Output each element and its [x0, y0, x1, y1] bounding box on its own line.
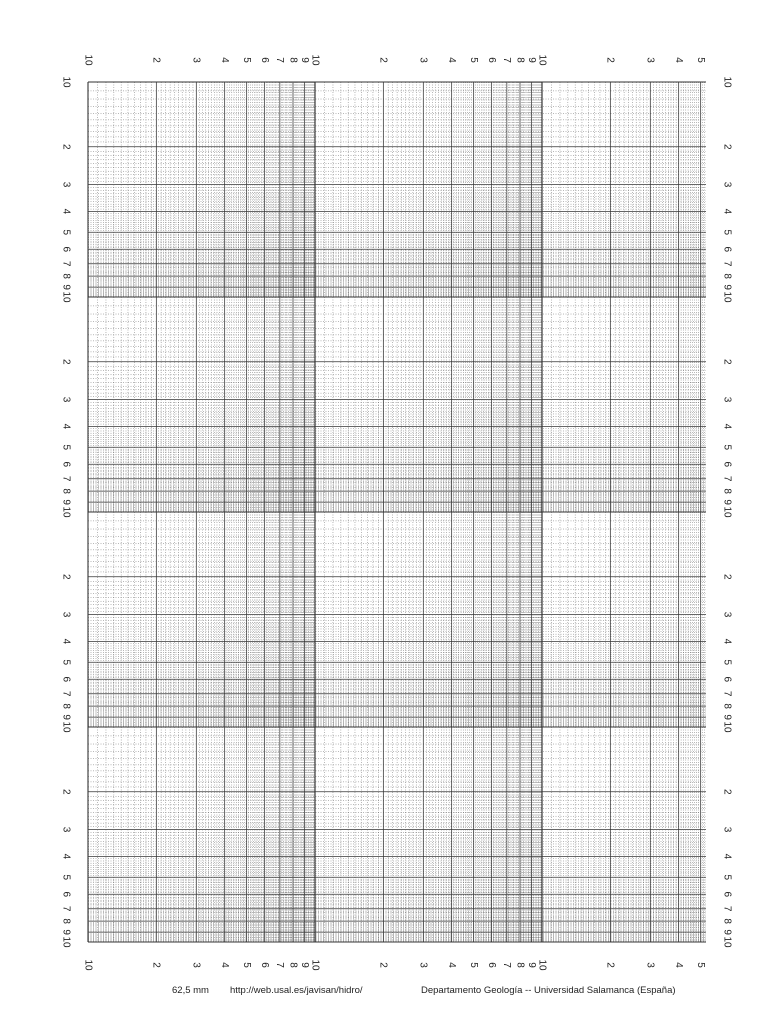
x-axis-bottom-tick-label: 6	[258, 962, 270, 968]
x-axis-top-tick-label: 5	[695, 57, 707, 63]
y-axis-right-tick-label: 7	[721, 260, 733, 267]
y-axis-right-tick-label: 8	[721, 488, 733, 494]
y-axis-right-tick-label: 6	[721, 461, 733, 468]
y-axis-right-tick-label: 7	[721, 905, 733, 912]
y-axis-right-tick-label: 10	[721, 76, 733, 88]
y-axis-right-tick-label: 5	[721, 229, 733, 236]
x-axis-top-tick-label: 10	[309, 54, 321, 66]
y-axis-left-tick-label: 5	[60, 229, 72, 236]
y-axis-left-tick-label: 5	[60, 444, 72, 451]
x-axis-bottom-tick-label: 5	[241, 962, 253, 968]
y-axis-right-tick-label: 10	[721, 291, 733, 303]
x-axis-top-tick-label: 6	[485, 57, 497, 63]
y-axis-right-tick-label: 2	[721, 573, 733, 580]
footer-department-text: Departamento Geología -- Universidad Salamanca (España)	[421, 985, 676, 996]
y-axis-right-tick-label: 4	[721, 208, 733, 215]
x-axis-bottom-tick-label: 10	[536, 959, 548, 971]
footer-url-text: http://web.usal.es/javisan/hidro/	[230, 985, 363, 996]
x-axis-top-tick-label: 2	[604, 57, 616, 63]
y-axis-left-tick-label: 2	[60, 143, 72, 150]
x-axis-top-tick-label: 4	[673, 57, 685, 63]
y-axis-right-tick-label: 8	[721, 273, 733, 279]
y-axis-left-tick-label: 6	[60, 246, 72, 253]
x-axis-bottom-tick-label: 3	[190, 962, 202, 968]
x-axis-top-tick-label: 10	[82, 54, 94, 66]
y-axis-right-tick-label: 3	[721, 181, 733, 188]
x-axis-bottom-tick-label: 8	[287, 962, 299, 968]
y-axis-right-tick-label: 8	[721, 703, 733, 709]
y-axis-left-tick-label: 4	[60, 853, 72, 860]
y-axis-left-tick-label: 10	[60, 291, 72, 303]
x-axis-top-tick-label: 3	[644, 57, 656, 63]
x-axis-top-tick-label: 9	[525, 57, 537, 63]
x-axis-bottom-tick-label: 2	[604, 962, 616, 968]
y-axis-right-tick-label: 6	[721, 246, 733, 253]
y-axis-left-tick-label: 10	[60, 506, 72, 518]
x-axis-bottom-tick-label: 5	[695, 962, 707, 968]
y-axis-right-tick-label: 2	[721, 788, 733, 795]
y-axis-left-tick-label: 4	[60, 638, 72, 645]
y-axis-left-tick-label: 9	[60, 499, 72, 505]
y-axis-right-tick-label: 7	[721, 690, 733, 697]
y-axis-left-tick-label: 5	[60, 659, 72, 666]
y-axis-left-tick-label: 2	[60, 788, 72, 795]
y-axis-left-tick-label: 8	[60, 703, 72, 709]
y-axis-left-tick-label: 9	[60, 714, 72, 720]
x-axis-top-tick-label: 8	[514, 57, 526, 63]
y-axis-left-tick-label: 7	[60, 690, 72, 697]
x-axis-top-tick-label: 7	[274, 57, 286, 63]
x-axis-bottom-tick-label: 2	[150, 962, 162, 968]
y-axis-left-tick-label: 9	[60, 284, 72, 290]
x-axis-bottom-tick-label: 6	[485, 962, 497, 968]
x-axis-bottom-tick-label: 4	[673, 962, 685, 968]
y-axis-right-tick-label: 2	[721, 143, 733, 150]
y-axis-right-tick-label: 9	[721, 929, 733, 935]
y-axis-right-tick-label: 2	[721, 358, 733, 365]
x-axis-bottom-tick-label: 4	[446, 962, 458, 968]
y-axis-left-tick-label: 3	[60, 611, 72, 618]
x-axis-top-tick-label: 3	[417, 57, 429, 63]
y-axis-right-tick-label: 8	[721, 918, 733, 924]
y-axis-right-tick-label: 5	[721, 444, 733, 451]
y-axis-right-tick-label: 9	[721, 714, 733, 720]
y-axis-left-tick-label: 4	[60, 208, 72, 215]
y-axis-left-tick-label: 3	[60, 181, 72, 188]
y-axis-left-tick-label: 3	[60, 826, 72, 833]
x-axis-bottom-tick-label: 3	[417, 962, 429, 968]
x-axis-top-tick-label: 2	[150, 57, 162, 63]
y-axis-left-tick-label: 10	[60, 936, 72, 948]
x-axis-top-tick-label: 4	[446, 57, 458, 63]
y-axis-left-tick-label: 7	[60, 260, 72, 267]
x-axis-top-tick-label: 5	[241, 57, 253, 63]
y-axis-right-tick-label: 4	[721, 853, 733, 860]
y-axis-right-tick-label: 10	[721, 721, 733, 733]
y-axis-left-tick-label: 2	[60, 573, 72, 580]
x-axis-bottom-tick-label: 7	[274, 962, 286, 968]
x-axis-bottom-tick-label: 2	[377, 962, 389, 968]
y-axis-right-tick-label: 5	[721, 659, 733, 666]
x-axis-top-tick-label: 10	[536, 54, 548, 66]
x-axis-bottom-tick-label: 7	[501, 962, 513, 968]
x-axis-top-tick-label: 9	[298, 57, 310, 63]
y-axis-right-tick-label: 3	[721, 396, 733, 403]
y-axis-left-tick-label: 2	[60, 358, 72, 365]
x-axis-bottom-tick-label: 8	[514, 962, 526, 968]
y-axis-right-tick-label: 5	[721, 874, 733, 881]
y-axis-left-tick-label: 8	[60, 918, 72, 924]
footer-scale-text: 62,5 mm	[172, 985, 209, 996]
x-axis-bottom-tick-label: 5	[468, 962, 480, 968]
y-axis-left-tick-label: 5	[60, 874, 72, 881]
y-axis-left-tick-label: 7	[60, 475, 72, 482]
y-axis-left-tick-label: 3	[60, 396, 72, 403]
y-axis-left-tick-label: 6	[60, 676, 72, 683]
x-axis-top-tick-label: 7	[501, 57, 513, 63]
x-axis-top-tick-label: 6	[258, 57, 270, 63]
y-axis-left-tick-label: 7	[60, 905, 72, 912]
y-axis-right-tick-label: 4	[721, 423, 733, 430]
y-axis-left-tick-label: 8	[60, 488, 72, 494]
y-axis-right-tick-label: 7	[721, 475, 733, 482]
y-axis-left-tick-label: 6	[60, 461, 72, 468]
y-axis-right-tick-label: 9	[721, 284, 733, 290]
x-axis-bottom-tick-label: 3	[644, 962, 656, 968]
y-axis-left-tick-label: 6	[60, 891, 72, 898]
x-axis-top-tick-label: 8	[287, 57, 299, 63]
y-axis-left-tick-label: 4	[60, 423, 72, 430]
y-axis-right-tick-label: 3	[721, 611, 733, 618]
x-axis-top-tick-label: 5	[468, 57, 480, 63]
y-axis-right-tick-label: 6	[721, 891, 733, 898]
x-axis-bottom-tick-label: 9	[525, 962, 537, 968]
y-axis-left-tick-label: 9	[60, 929, 72, 935]
y-axis-left-tick-label: 8	[60, 273, 72, 279]
y-axis-right-tick-label: 10	[721, 936, 733, 948]
y-axis-left-tick-label: 10	[60, 76, 72, 88]
y-axis-right-tick-label: 3	[721, 826, 733, 833]
x-axis-bottom-tick-label: 9	[298, 962, 310, 968]
x-axis-top-tick-label: 3	[190, 57, 202, 63]
x-axis-bottom-tick-label: 4	[219, 962, 231, 968]
y-axis-right-tick-label: 6	[721, 676, 733, 683]
y-axis-right-tick-label: 10	[721, 506, 733, 518]
y-axis-right-tick-label: 4	[721, 638, 733, 645]
x-axis-top-tick-label: 4	[219, 57, 231, 63]
y-axis-left-tick-label: 10	[60, 721, 72, 733]
x-axis-top-tick-label: 2	[377, 57, 389, 63]
x-axis-bottom-tick-label: 10	[82, 959, 94, 971]
x-axis-bottom-tick-label: 10	[309, 959, 321, 971]
y-axis-right-tick-label: 9	[721, 499, 733, 505]
